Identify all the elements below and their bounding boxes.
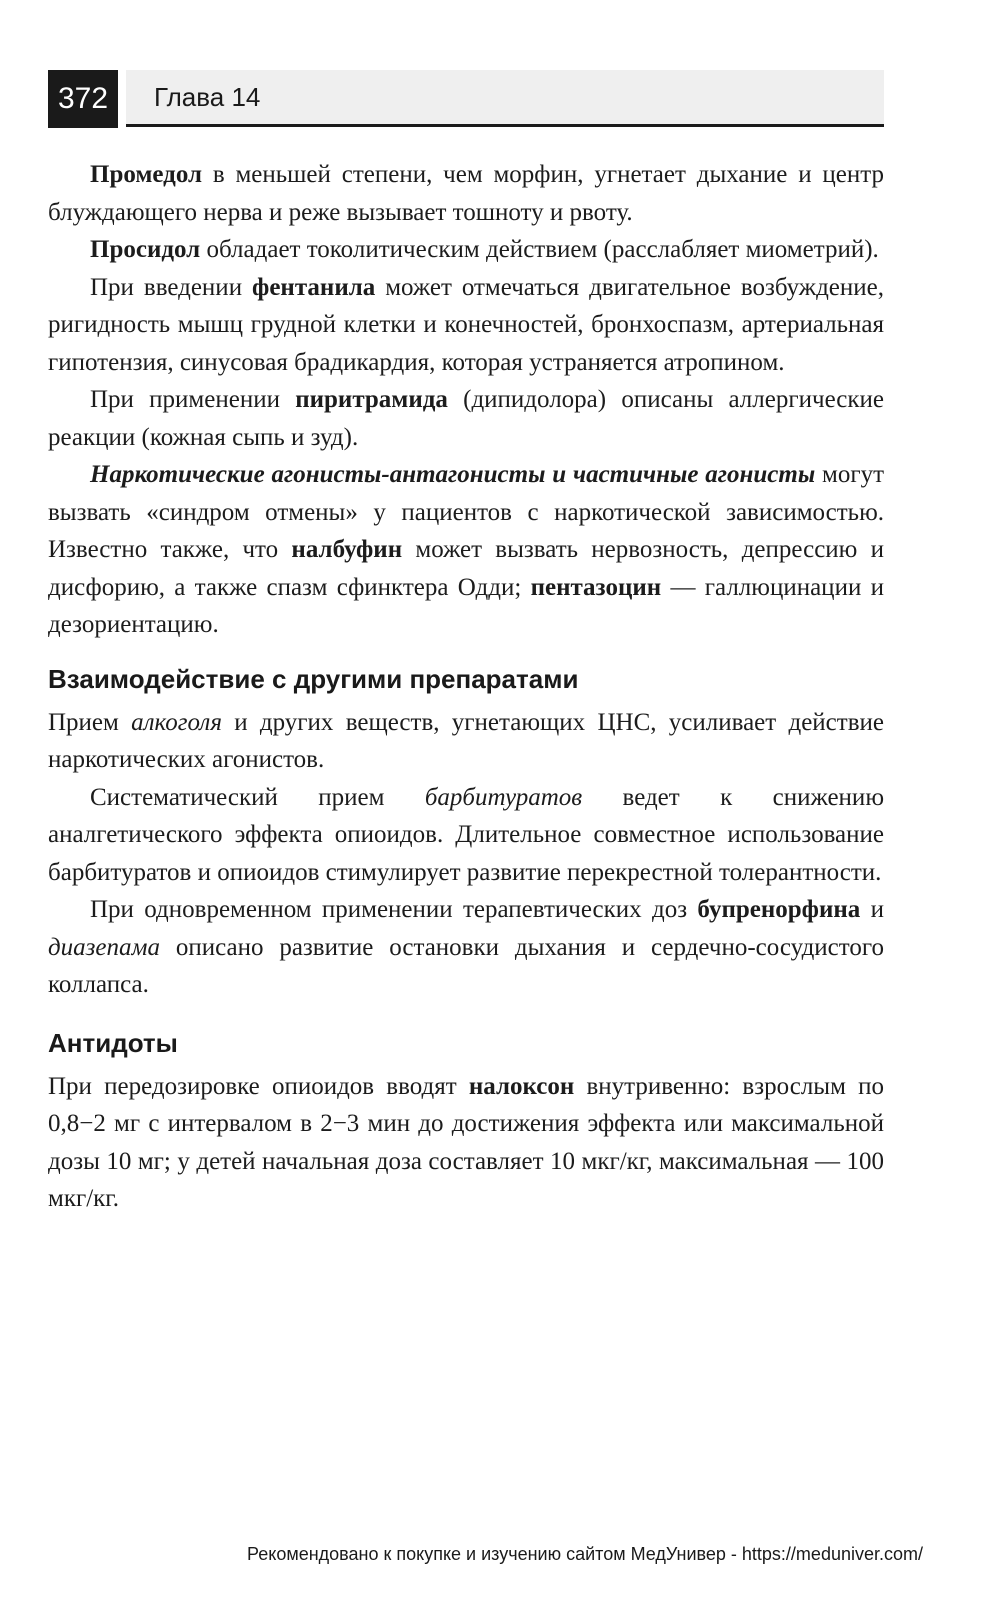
section-title-interactions: Взаимодействие с другими препаратами [48, 663, 579, 694]
term-nalbuphine: налбуфин [291, 536, 403, 563]
term-promedol: Промедол [90, 161, 203, 188]
term-alcohol: алкоголя [131, 708, 222, 736]
paragraph-alcohol: Прием алкоголя и других веществ, угнетающих ЦНС, усиливает действие наркотических агонистов. [48, 708, 884, 773]
paragraph-piritramide: При применении пиритрамида (дипидолора) описаны аллергические реакции (кожная сыпь и зуд). [48, 386, 884, 451]
paragraph-prosidol: Просидол обладает токолитическим действием (расслабляет миометрий). [90, 236, 879, 263]
term-agonists-antagonists: Наркотические агонисты-антагонисты и частичные агонисты [90, 461, 816, 488]
page-header [48, 70, 884, 128]
term-piritramide: пиритрамида [295, 386, 448, 413]
term-pentazocine: пентазоцин [530, 573, 662, 601]
chapter-bar [126, 70, 884, 127]
paragraph-buprenorphine: При одновременном применении терапевтических доз бупренорфина и диазепама описано развитие остановки дыхания и сердечно-сосудистого коллапса. [48, 896, 884, 998]
paragraph-fentanyl: При введении фентанила может отмечаться двигательное возбуждение, ригидность мышц грудной клетки и конечностей, бронхоспазм, артериальная гипотензия, синусовая брадикардия, которая устраняется атропином. [48, 273, 884, 376]
page-number: 372 [48, 70, 118, 128]
footer-recommendation: Рекомендовано к покупке и изучению сайтом МедУнивер - https://meduniver.com/ [247, 1544, 923, 1564]
paragraph-barbiturates: Систематический прием барбитуратов ведет к снижению аналгетического эффекта опиоидов. Длительное совместное использование барбитуратов и опиоидов стимулирует развитие перекрестной толерантности. [48, 783, 884, 886]
paragraph-agonists-antagonists: Наркотические агонисты-антагонисты и частичные агонисты могут вызвать «синдром отмены» у пациентов с наркотической зависимостью. Известно также, что налбуфин может вызвать нервозность, депрессию и дисфорию, а также спазм сфинктера Одди; пентазоцин — галлюцинации и дезориентацию. [48, 461, 884, 638]
term-buprenorphine: бупренорфина [697, 896, 861, 923]
term-barbiturates: барбитуратов [424, 783, 583, 811]
term-naloxone: налоксон [468, 1072, 575, 1100]
term-diazepam: диазепама [48, 933, 160, 961]
page-content [48, 156, 884, 1218]
paragraph-promedol: Промедол в меньшей степени, чем морфин, угнетает дыхание и центр блуждающего нерва и реже вызывает тошноту и рвоту. [48, 161, 884, 226]
chapter-title: Глава 14 [154, 82, 261, 112]
term-fentanyl: фентанила [252, 273, 376, 301]
term-prosidol: Просидол [90, 236, 201, 263]
paragraph-naloxone: При передозировке опиоидов вводят налоксон внутривенно: взрослым по 0,8−2 мг с интервалом в 2−3 мин до достижения эффекта или максимальной дозы 10 мг; у детей начальная доза составляет 10 мкг/кг, максимальная — 100 мкг/кг. [48, 1072, 884, 1212]
section-title-antidotes: Антидоты [48, 1027, 178, 1058]
